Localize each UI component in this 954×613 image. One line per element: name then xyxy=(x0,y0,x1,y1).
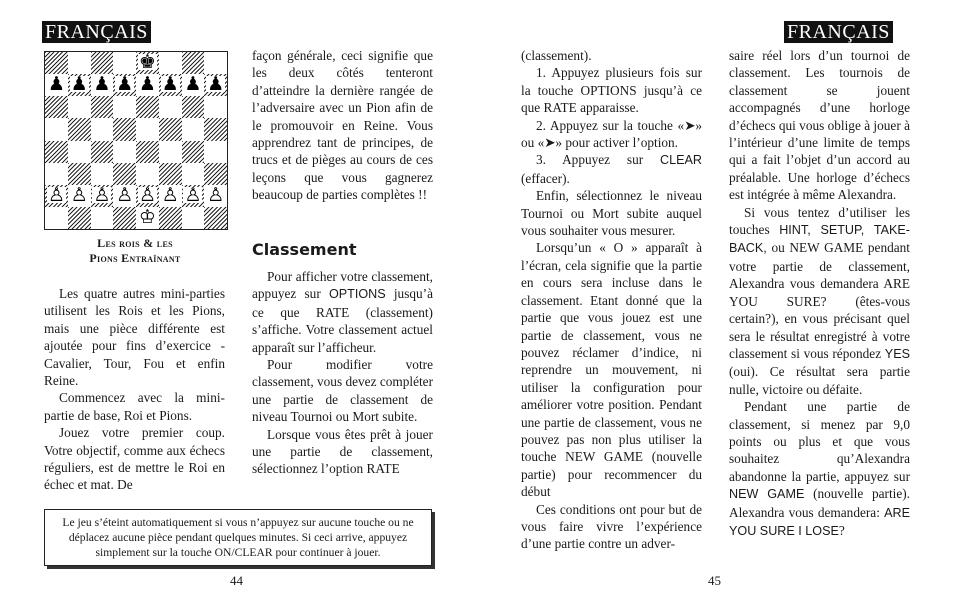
board-square xyxy=(204,207,227,229)
board-square xyxy=(182,96,205,118)
board-square xyxy=(113,52,136,74)
board-square xyxy=(204,118,227,140)
paragraph: saire réel lors d’un tournoi de classement. Les tournois de classement se jouent accompagnés d’une horloge d’échecs qui vous oblige à jouer à l’intérieur d’une limite de temps qui a fait l’objet d’un accord au préalable. Une horloge d’échecs est intégrée à même Alexandra. xyxy=(729,48,910,203)
board-square xyxy=(91,96,114,118)
white-pawn-icon: ♙ xyxy=(93,183,111,206)
black-pawn-icon: ♟ xyxy=(207,73,225,96)
white-pawn-icon: ♙ xyxy=(47,183,65,206)
board-square xyxy=(45,118,68,140)
board-square xyxy=(136,118,159,140)
paragraph: 2. Appuyez sur la touche «➤» ou «➤» pour activer l’option. xyxy=(521,117,702,151)
board-square xyxy=(68,52,91,74)
board-square xyxy=(91,163,114,185)
black-pawn-icon: ♟ xyxy=(161,73,179,96)
white-pawn-icon: ♙ xyxy=(138,183,156,206)
board-square xyxy=(91,207,114,229)
note-box: Le jeu s’éteint automatiquement si vous n’appuyez sur aucune touche ou ne déplacez aucune pièce pendant quelques minutes. Si ceci arrive, appuyez simplement sur la touche ON/CLEAR pour continuer à jouer. xyxy=(44,509,432,566)
page-number-left: 44 xyxy=(230,573,243,588)
middle-column-text xyxy=(252,47,433,204)
board-square xyxy=(159,207,182,229)
white-pawn-icon: ♙ xyxy=(161,183,179,206)
board-square xyxy=(91,52,114,74)
board-square xyxy=(45,141,68,163)
paragraph: 1. Appuyez plusieurs fois sur la touche OPTIONS jusqu’à ce que RATE apparaisse. xyxy=(521,65,702,116)
paragraph: Commencez avec la mini-partie de base, Roi et Pions. xyxy=(44,390,225,423)
paragraph: Lorsqu’un « O » apparaît à l’écran, cela signifie que la partie en cours sera incluse dans le classement. Etant donné que la partie que vous jouez est une partie de classement, vous ne pouvez réclamer d’indice, ni reprendre un mouvement, ni utiliser la configuration pour améliorer votre position. Pendant une partie de classement, vous ne pouvez pas non plus utiliser la touche NEW GAME (nouvelle partie) pour recommencer du début xyxy=(521,240,702,500)
section-title: Classement xyxy=(252,240,357,259)
board-square xyxy=(113,141,136,163)
board-square xyxy=(159,118,182,140)
board-square xyxy=(136,96,159,118)
board-square xyxy=(182,141,205,163)
key-label: CLEAR xyxy=(660,153,702,168)
white-pawn-icon: ♙ xyxy=(207,183,225,206)
diagram-caption xyxy=(44,236,226,265)
key-label: OPTIONS xyxy=(328,287,386,302)
board-square xyxy=(45,163,68,185)
paragraph: 3. Appuyez sur CLEAR (effacer). xyxy=(521,152,702,186)
board-square xyxy=(68,163,91,185)
right-column-1-text xyxy=(521,47,702,553)
paragraph: (classement). xyxy=(521,48,592,63)
board-square xyxy=(68,141,91,163)
key-label: ARE YOU SURE I LOSE xyxy=(729,505,910,538)
black-king-icon: ♚ xyxy=(138,51,156,73)
board-square xyxy=(113,163,136,185)
black-pawn-icon: ♟ xyxy=(70,73,88,96)
classement-text xyxy=(252,268,433,478)
key-label: NEW GAME xyxy=(729,487,805,502)
board-square xyxy=(113,118,136,140)
board-square xyxy=(204,96,227,118)
page-header-left: FRANÇAIS xyxy=(42,21,151,43)
board-square xyxy=(136,163,159,185)
board-square xyxy=(204,141,227,163)
paragraph: Pour afficher votre classement, appuyez sur OPTIONS jusqu’à ce que RATE (classement) s’affiche. Votre classement actuel apparaît sur l’afficheur. xyxy=(252,269,434,355)
board-square xyxy=(159,141,182,163)
white-pawn-icon: ♙ xyxy=(116,183,134,206)
left-column-text xyxy=(44,285,225,494)
paragraph: Enfin, sélectionnez le niveau Tournoi ou Mort subite auquel vous souhaiter vous mesurer. xyxy=(521,188,702,239)
board-square xyxy=(159,96,182,118)
board-square xyxy=(182,163,205,185)
black-pawn-icon: ♟ xyxy=(138,73,156,96)
board-square xyxy=(159,52,182,74)
white-pawn-icon: ♙ xyxy=(70,183,88,206)
paragraph: Les quatre autres mini-parties utilisent les Rois et les Pions, mais une pièce différente est ajoutée pour fins d’exercice - Cavalier, Tour, Fou et enfin Reine. xyxy=(44,286,225,389)
white-pawn-icon: ♙ xyxy=(184,183,202,206)
paragraph: Pour modifier votre classement, vous devez compléter une partie de classement de niveau Tournoi ou Mort subite. xyxy=(252,357,433,425)
board-square xyxy=(182,118,205,140)
board-square xyxy=(91,118,114,140)
paragraph: façon générale, ceci signifie que les deux côtés tenteront d’atteindre la dernière rangée de l’adversaire avec un Pion afin de le promouvoir en Reine. Vous apprendrez tant de principes, de trucs et de pièges au cours de ces leçons que vous gagnerez beaucoup de parties complètes !! xyxy=(252,48,433,203)
board-square xyxy=(45,52,68,74)
paragraph: Ces conditions ont pour but de vous faire vivre l’expérience d’une partie contre un adver- xyxy=(521,501,702,552)
page-number-right: 45 xyxy=(708,573,721,588)
board-square xyxy=(182,207,205,229)
board-square xyxy=(45,207,68,229)
board-square xyxy=(159,163,182,185)
black-pawn-icon: ♟ xyxy=(47,73,65,96)
board-square xyxy=(136,141,159,163)
board-square xyxy=(68,207,91,229)
paragraph: Pendant une partie de classement, si menez par 9,0 points ou plus et que vous souhaitez qu’Alexandra abandonne la partie, appuyez sur NEW GAME (nouvelle partie). Alexandra vous demandera: ARE YOU SURE I LOSE? xyxy=(729,399,911,538)
board-square xyxy=(113,96,136,118)
paragraph: Lorsque vous êtes prêt à jouer une partie de classement, sélectionnez l’option RATE xyxy=(252,426,433,477)
key-label: YES xyxy=(884,346,910,361)
black-pawn-icon: ♟ xyxy=(116,73,134,96)
board-square xyxy=(182,52,205,74)
board-square xyxy=(91,141,114,163)
white-king-icon: ♔ xyxy=(138,205,156,228)
paragraph: Si vous tentez d’utiliser les touches HINT, SETUP, TAKE-BACK, ou NEW GAME pendant votre partie de classement, Alexandra vous demandera ARE YOU SURE? (êtes-vous certain?), en vous précisant quel sera le résultat enregistré à votre classement si vous répondez YES (oui). Ce résultat sera partie nulle, victoire ou défaite. xyxy=(729,204,910,397)
caption-line-1: Les rois & les xyxy=(97,236,173,250)
page-header-right: FRANÇAIS xyxy=(784,21,893,43)
board-square xyxy=(113,207,136,229)
black-pawn-icon: ♟ xyxy=(93,73,111,96)
chess-diagram xyxy=(44,51,228,230)
board-square xyxy=(45,96,68,118)
board-square xyxy=(204,52,227,74)
paragraph: Jouez votre premier coup. Votre objectif, comme aux échecs réguliers, est de mettre le Roi en échec et mat. De xyxy=(44,425,225,493)
right-column-2-text xyxy=(729,47,910,540)
board-square xyxy=(68,96,91,118)
caption-line-2: Pions Entraînant xyxy=(89,250,181,265)
black-pawn-icon: ♟ xyxy=(184,73,202,96)
key-label: HINT, SETUP, TAKE-BACK, xyxy=(729,223,910,256)
board-square xyxy=(68,118,91,140)
board-square xyxy=(204,163,227,185)
